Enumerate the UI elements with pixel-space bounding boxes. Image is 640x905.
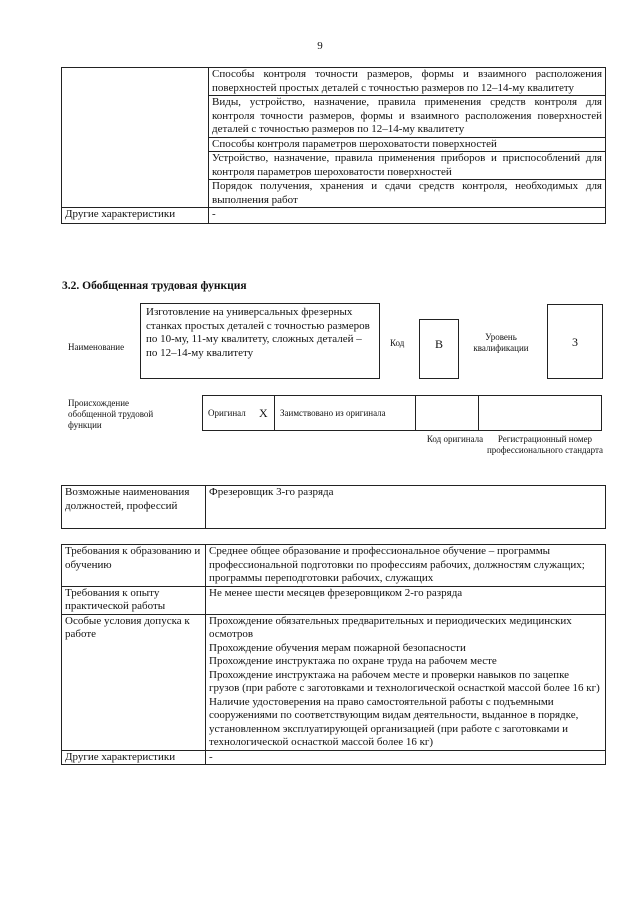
list-item: Наличие удостоверения на право самостоятельной работы с подъемными сооружениями по соответствующим видам деятельности, выданное в порядке, установленном эксплуатирующей организацией (при работе с заготовками и технологической оснасткой массой более 16 кг) (209, 695, 579, 748)
name-label: Наименование (68, 342, 125, 352)
special-conditions-label: Особые условия допуска к работе (62, 614, 206, 750)
education-value: Среднее общее образование и профессиональное обучение – программы профессиональной подготовки по профессиям рабочих, должностям служащих; программы переподготовки рабочих, служащих (206, 545, 606, 587)
level-label: Уровень квалификации (473, 332, 529, 353)
section-title: 3.2. Обобщенная трудовая функция (62, 280, 247, 292)
special-conditions-list (206, 614, 606, 750)
other-characteristics-value: - (209, 208, 606, 224)
level-value: 3 (547, 304, 603, 379)
positions-value: Фрезеровщик 3-го разряда (206, 486, 606, 529)
other-characteristics-value: - (206, 750, 606, 765)
knowledge-item: Устройство, назначение, правила применения приборов и приспособлений для контроля параметров шероховатости поверхностей (209, 152, 606, 180)
positions-table (61, 485, 606, 529)
list-item: Прохождение обучения мерам пожарной безопасности (209, 641, 466, 654)
table-row (62, 545, 606, 587)
table-row (62, 614, 606, 750)
table-row (62, 486, 606, 529)
other-characteristics-label: Другие характеристики (62, 208, 209, 224)
reg-number-label: Регистрационный номер профессионального стандарта (486, 434, 604, 455)
code-original-label: Код оригинала (426, 434, 484, 444)
reg-number-cell (479, 396, 602, 431)
knowledge-item: Порядок получения, хранения и сдачи средств контроля, необходимых для выполнения работ (209, 180, 606, 208)
table-row (203, 396, 602, 431)
experience-label: Требования к опыту практической работы (62, 586, 206, 614)
original-label: Оригинал (203, 396, 258, 431)
borrowed-label: Заимствовано из оригинала (275, 396, 416, 431)
knowledge-item: Способы контроля точности размеров, формы и взаимного расположения поверхностей простых деталей с точностью размеров по 12–14-му квалитету (209, 68, 606, 96)
positions-label: Возможные наименования должностей, профессий (62, 486, 206, 529)
code-value: B (419, 319, 459, 379)
origin-label: Происхождение обобщенной трудовой функции (68, 398, 154, 430)
code-label: Код (390, 338, 405, 348)
list-item: Прохождение инструктажа на рабочем месте и проверки навыков по зацепке грузов (при работе с заготовками и технологической оснасткой массой более 16 кг) (209, 668, 600, 694)
list-item: Прохождение инструктажа по охране труда на рабочем месте (209, 655, 497, 667)
other-characteristics-label: Другие характеристики (62, 750, 206, 765)
page-number: 9 (317, 40, 323, 52)
origin-table (202, 395, 602, 431)
list-item: Прохождение обязательных предварительных и периодических медицинских осмотров (209, 614, 572, 640)
code-original-cell (416, 396, 479, 431)
original-mark: X (257, 396, 275, 431)
table-row (62, 208, 606, 224)
function-name-box: Изготовление на универсальных фрезерных станках простых деталей с точностью размеров по 10-му, 11-му квалитету, сложных деталей – по 12–14-му квалитету (140, 303, 380, 379)
knowledge-table (61, 67, 606, 224)
table-row (62, 750, 606, 765)
knowledge-item: Виды, устройство, назначение, правила применения средств контроля для контроля точности размеров, формы и взаимного расположения поверхностей деталей с точностью размеров по 12–14-му квалитету (209, 96, 606, 138)
table-row (62, 68, 606, 96)
education-label: Требования к образованию и обучению (62, 545, 206, 587)
table-row (62, 586, 606, 614)
knowledge-item: Способы контроля параметров шероховатости поверхностей (209, 137, 606, 152)
experience-value: Не менее шести месяцев фрезеровщиком 2-го разряда (206, 586, 606, 614)
requirements-table (61, 544, 606, 765)
